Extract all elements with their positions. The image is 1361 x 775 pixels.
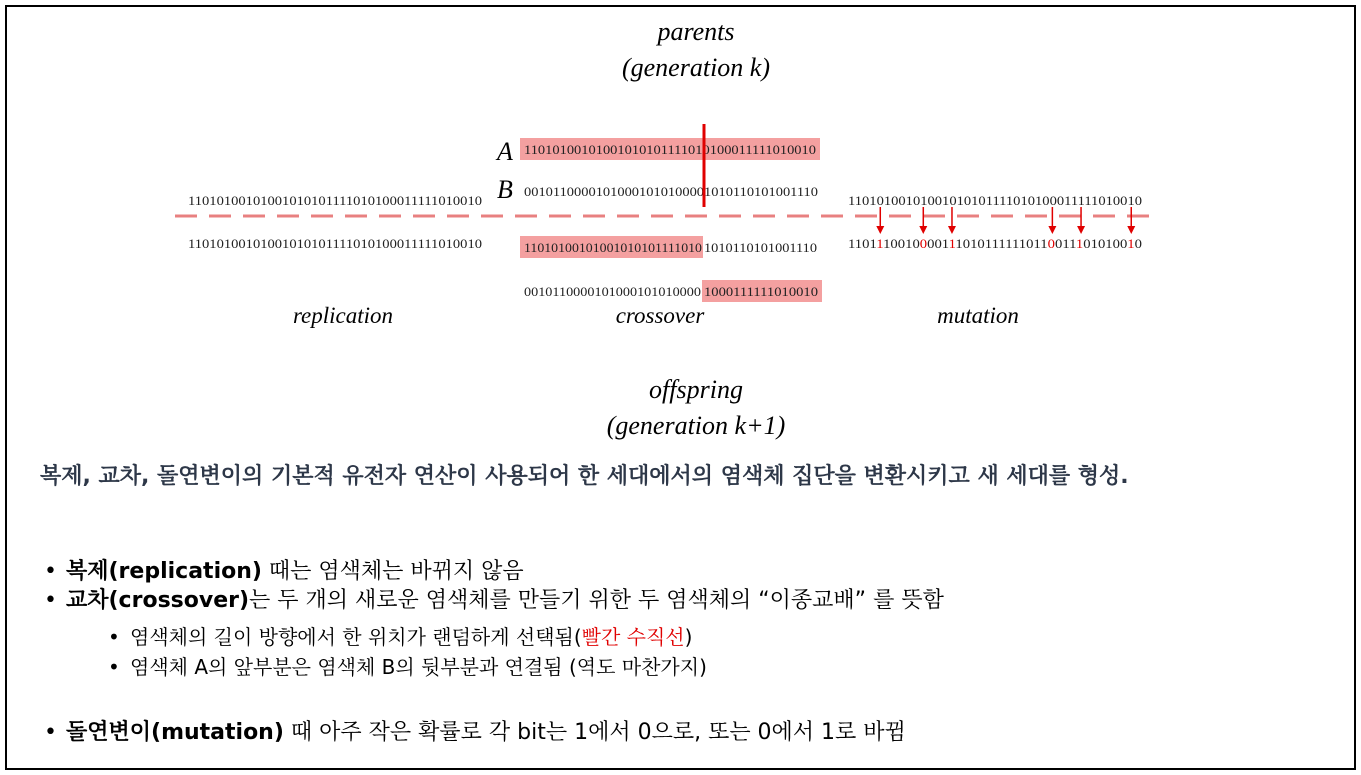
bit: 1: [984, 237, 991, 251]
bit: 0: [1097, 237, 1105, 251]
bit: 0: [927, 237, 934, 251]
bit: 0: [1119, 237, 1127, 251]
bit: 1: [955, 237, 962, 251]
replication-label: replication: [292, 303, 394, 328]
mutation-arrow-head: [1127, 226, 1135, 234]
bullet-replication: [44, 557, 944, 586]
bit: 0: [977, 237, 984, 251]
bit: 1: [1012, 237, 1018, 251]
offspring-title: offspring: [649, 375, 743, 404]
crossover-text: 는 두 개의 새로운 염색체를 만들기 위한 두 염색체의 “이종교배” 를 뜻함: [249, 588, 944, 613]
mutated-bit: 1: [1127, 237, 1134, 251]
crossover-label: crossover: [615, 303, 705, 328]
mutation-arrows: [876, 207, 1135, 234]
label-a: A: [497, 137, 513, 166]
replication-term: 복제(replication): [66, 559, 262, 584]
bit: 0: [934, 237, 941, 251]
mutated-bit: 1: [876, 237, 883, 251]
parents-title: parents: [657, 17, 735, 46]
crossover-term: 교차(crossover): [66, 588, 250, 613]
bit: 0: [1026, 237, 1033, 251]
parents-generation: (generation k): [621, 53, 771, 82]
bit: 0: [1134, 237, 1141, 251]
bit: 1: [998, 237, 1005, 251]
bit: 1: [905, 237, 912, 251]
replication-top-bits: 11010100101001010101111010100011111010010: [188, 194, 482, 208]
replication-text: 때는 염색체는 바뀌지 않음: [261, 559, 524, 584]
mutated-bit: 1: [1075, 237, 1083, 251]
mutation-bullets: [44, 718, 906, 747]
child2-left-bits: 0010110000101000101010000: [524, 285, 701, 299]
offspring-generation: (generation k+1): [606, 411, 786, 440]
mutation-arrow-head: [1077, 226, 1085, 234]
bit: 0: [1054, 237, 1062, 251]
sub1-red-text: 빨간 수직선: [581, 625, 685, 649]
label-b: B: [497, 175, 513, 204]
bit: 1: [970, 237, 977, 251]
bit: 1: [941, 237, 948, 251]
parent-b-bits: 00101100001010001010100001010110101001110: [524, 185, 818, 199]
mutation-text: 때 아주 작은 확률로 각 bit는 1에서 0으로, 또는 0에서 1로 바뀜: [283, 720, 906, 745]
bit: 1: [1040, 237, 1047, 251]
mutation-arrow-head: [948, 226, 956, 234]
bit: 1: [1090, 237, 1097, 251]
bullet-crossover: [44, 586, 944, 615]
summary-text: 복제, 교차, 돌연변이의 기본적 유전자 연산이 사용되어 한 세대에서의 염색체 집단을 변환시키고 새 세대를 형성.: [40, 464, 1129, 489]
bit: 1: [1105, 237, 1112, 251]
main-bullets: [44, 557, 944, 615]
mutated-bit: 1: [948, 237, 955, 251]
child1-left-bits: 11010100101001010101111010: [524, 241, 702, 255]
sub-bullet-join: [108, 652, 707, 682]
bit: 1: [854, 237, 862, 251]
bullet-mutation: [44, 718, 906, 747]
mutated-bit: 0: [1047, 237, 1054, 251]
bit: 1: [1033, 237, 1040, 251]
mutated-bit: 0: [919, 237, 927, 251]
crossover-sub-bullets: [108, 622, 707, 682]
bit: 1: [1069, 237, 1075, 251]
bit: 0: [962, 237, 970, 251]
mutation-arrow-head: [919, 226, 927, 234]
bit: 0: [1083, 237, 1090, 251]
bit: 0: [1112, 237, 1119, 251]
bit: 1: [1062, 237, 1069, 251]
bit: 1: [883, 237, 890, 251]
mutation-arrow-head: [1048, 226, 1056, 234]
bit: 1: [1018, 237, 1026, 251]
replication-bottom-bits: 11010100101001010101111010100011111010010: [188, 237, 482, 251]
parent-a-bits: 11010100101001010101111010100011111010010: [524, 143, 816, 157]
mutation-label: mutation: [937, 303, 1019, 328]
mutation-term: 돌연변이(mutation): [66, 720, 284, 745]
mutation-top-bits: 11010100101001010101111010100011111010010: [848, 194, 1142, 208]
child1-right-bits: 1010110101001110: [704, 241, 817, 255]
bit: 0: [897, 237, 905, 251]
sub1-close: ): [684, 625, 693, 649]
child2-right-bits: 1000111111010010: [704, 285, 818, 299]
mutation-arrow-head: [876, 226, 884, 234]
mutation-bottom-bits: [848, 237, 1142, 251]
bit: 1: [848, 237, 854, 251]
mutation-bottom-text: [848, 237, 1142, 251]
sub-bullet-position: [108, 622, 707, 652]
bit: 1: [869, 237, 876, 251]
bit: 0: [890, 237, 897, 251]
bit: 0: [862, 237, 869, 251]
sub1-text: 염색체의 길이 방향에서 한 위치가 랜덤하게 선택됨(: [130, 625, 582, 649]
bit: 0: [912, 237, 919, 251]
sub2-text: 염색체 A의 앞부분은 염색체 B의 뒷부분과 연결됨 (역도 마찬가지): [130, 655, 707, 679]
bit: 1: [1005, 237, 1012, 251]
bit: 1: [991, 237, 998, 251]
